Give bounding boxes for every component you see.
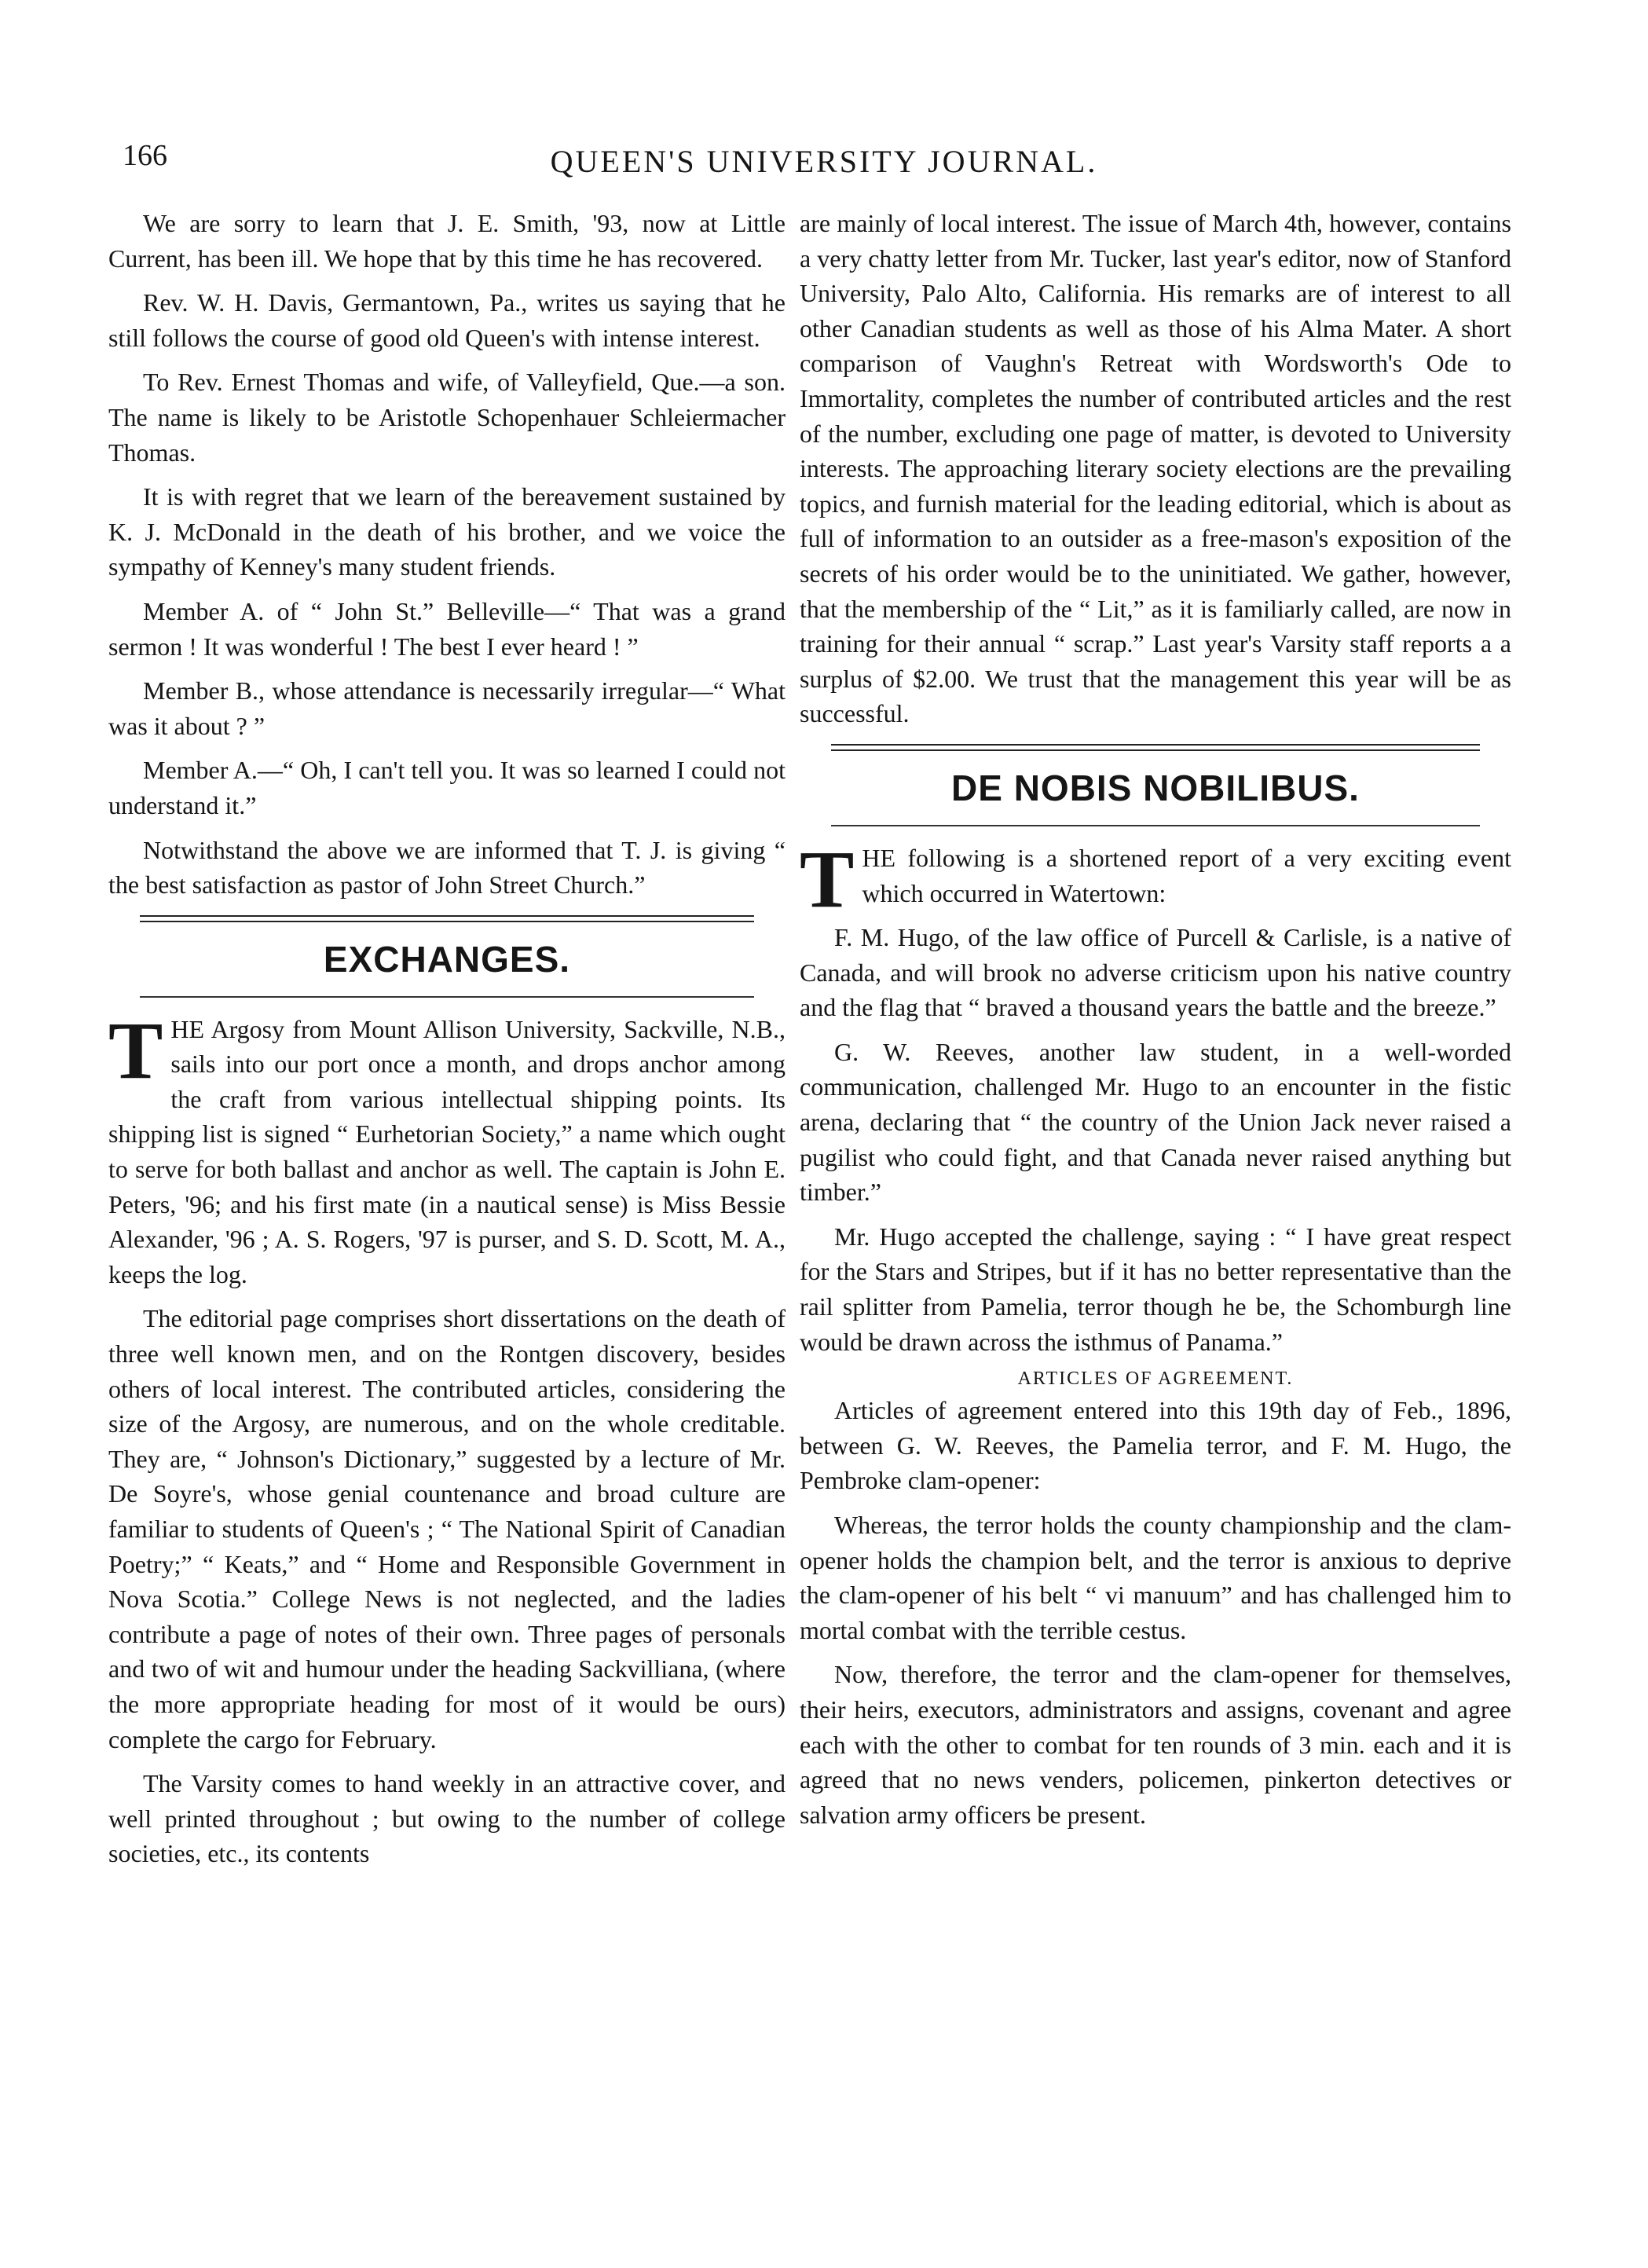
- nobis-paragraph: THE following is a shortened report of a very exciting event which occurred in Watertown:: [800, 834, 1511, 925]
- title-underline: [831, 825, 1480, 826]
- personal-item: Member A. of “ John St.” Belleville—“ That was a grand sermon ! It was wonderful ! The best I ever heard ! ”: [108, 596, 786, 661]
- right-column: [800, 206, 1511, 1841]
- drop-cap: T: [800, 834, 855, 925]
- de-nobis-title: DE NOBIS NOBILIBUS.: [951, 767, 1360, 808]
- nobis-paragraph: Mr. Hugo accepted the challenge, saying : “ I have great respect for the Stars and Stripes, but if it has no better representative than the rail splitter from Pamelia, terror though he be, the Schomburgh line would be drawn across the isthmus of Panama.”: [800, 1222, 1511, 1356]
- exchanges-paragraph: THE Argosy from Mount Allison University, Sackville, N.B., sails into our port once a month, and drops anchor among the craft from various intellectual shipping points. Its shipping list is signed “ Eurhetorian Society,” a name which ought to serve for both ballast and anchor as well. The captain is John E. Peters, '96; and his first mate (in a nautical sense) is Miss Bessie Alexander, '96 ; A. S. Rogers, '97 is purser, and S. D. Scott, M. A., keeps the log.: [108, 1005, 786, 1288]
- exchanges-continued: are mainly of local interest. The issue of March 4th, however, contains a very chatty letter from Mr. Tucker, last year's editor, now of Stanford University, Palo Alto, California. His remarks are of interest to all other Canadian students as well as those of his Alma Mater. A short comparison of Vaughn's Retreat with Wordsworth's Ode to Immortality, completes the number of contributed articles and the rest of the number, excluding one page of matter, is devoted to University interests. The approaching literary society elections are the prevailing topics, and furnish material for the leading editorial, which is about as full of information to an outsider as a free-mason's exposition of the secrets of his order would be to the uninitiated. We gather, however, that the membership of the “ Lit,” as it is familiarly called, are now in training for their annual “ scrap.” Last year's Varsity staff reports a a surplus of $2.00. We trust that the management this year will be as successful.: [800, 209, 1511, 728]
- personal-item: To Rev. Ernest Thomas and wife, of Valleyfield, Que.—a son. The name is likely to be Aristotle Schopenhauer Schleiermacher Thomas.: [108, 368, 786, 467]
- articles-paragraph: Articles of agreement entered into this 19th day of Feb., 1896, between G. W. Reeves, the Pamelia terror, and F. M. Hugo, the Pembroke clam-opener:: [800, 1396, 1511, 1495]
- personal-item: Member A.—“ Oh, I can't tell you. It was so learned I could not understand it.”: [108, 756, 786, 819]
- personal-item: Member B., whose attendance is necessarily irregular—“ What was it about ? ”: [108, 676, 786, 740]
- personal-item: Rev. W. H. Davis, Germantown, Pa., writes us saying that he still follows the course of good old Queen's with intense interest.: [108, 288, 786, 352]
- exchanges-title: EXCHANGES.: [323, 938, 571, 980]
- personal-item: We are sorry to learn that J. E. Smith, '93, now at Little Current, has been ill. We hope that by this time he has recovered.: [108, 209, 786, 273]
- nobis-paragraph: F. M. Hugo, of the law office of Purcell & Carlisle, is a native of Canada, and will brook no adverse criticism upon his native country and the flag that “ braved a thousand years the battle and the breeze.”: [800, 923, 1511, 1022]
- left-column: [108, 206, 786, 1881]
- articles-paragraph: Whereas, the terror holds the county championship and the clam-opener holds the champion belt, and the terror is anxious to deprive the clam-opener of his belt “ vi manuum” and has challenged him to mortal combat with the terrible cestus.: [800, 1511, 1511, 1644]
- exchanges-paragraph: The Varsity comes to hand weekly in an attractive cover, and well printed throughout ; but owing to the number of college societies, etc., its contents: [108, 1769, 786, 1868]
- drop-cap: T: [108, 1005, 163, 1096]
- personal-item: Notwithstand the above we are informed that T. J. is giving “ the best satisfaction as pastor of John Street Church.”: [108, 835, 786, 900]
- section-divider: [831, 744, 1480, 751]
- section-divider: [140, 915, 754, 922]
- personal-item: It is with regret that we learn of the bereavement sustained by K. J. McDonald in the death of his brother, and we voice the sympathy of Kenney's many student friends.: [108, 482, 786, 581]
- nobis-paragraph: G. W. Reeves, another law student, in a well-worded communication, challenged Mr. Hugo to an encounter in the fistic arena, declaring that “ the country of the Union Jack never raised a pugilist who could fight, and that Canada never raised anything but timber.”: [800, 1037, 1511, 1207]
- page-number: 166: [123, 139, 167, 172]
- articles-subhead: ARTICLES OF AGREEMENT.: [1017, 1368, 1294, 1390]
- title-underline: [140, 996, 754, 998]
- running-head: QUEEN'S UNIVERSITY JOURNAL.: [550, 144, 1098, 179]
- exchanges-paragraph: The editorial page comprises short dissertations on the death of three well known men, and on the Rontgen discovery, besides others of local interest. The contributed articles, considering the size of the Argosy, are numerous, and on the whole creditable. They are, “ Johnson's Dictionary,” suggested by a lecture of Mr. De Soyre's, whose genial countenance and broad culture are familiar to students of Queen's ; “ The National Spirit of Canadian Poetry;” “ Keats,” and “ Home and Responsible Government in Nova Scotia.” College News is not neglected, and the ladies contribute a page of notes of their own. Three pages of personals and two of wit and humour under the heading Sackvilliana, (where the more appropriate heading for most of it would be ours) complete the cargo for February.: [108, 1304, 786, 1753]
- articles-paragraph: Now, therefore, the terror and the clam-opener for themselves, their heirs, executors, administrators and assigns, covenant and agree each with the other to combat for ten rounds of 3 min. each and it is agreed that no news venders, policemen, pinkerton detectives or salvation army officers be present.: [800, 1660, 1511, 1829]
